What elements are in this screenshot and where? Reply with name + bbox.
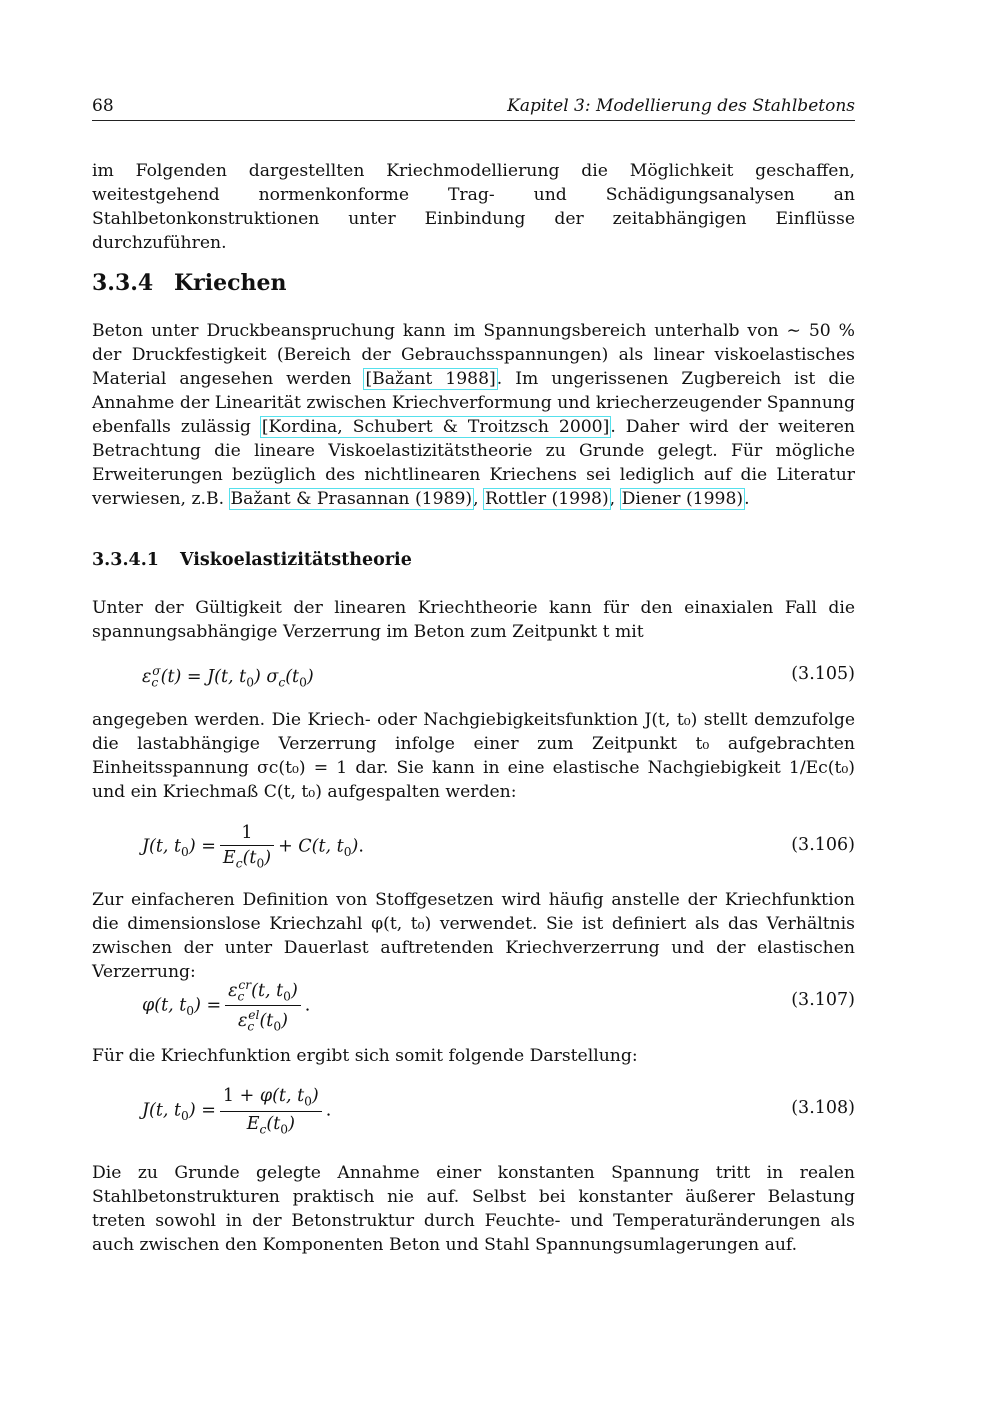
section-title: Kriechen [174, 270, 287, 296]
page-number: 68 [92, 96, 114, 116]
equation-number: (3.105) [791, 664, 855, 684]
equation-body: J(t, $t_0$) = $\frac{1 + \varphi(t, t_0)}{E_c(t_0)}$ . [142, 1086, 332, 1136]
paragraph-after-3-105: angegeben werden. Die Kriech- oder Nachgiebigkeitsfunktion J(t, t₀) stellt demzufolge die lastabhängige Verzerrung infolge einer zum Zeitpunkt t₀ aufgebrachten Einheitsspannung σc(t₀) = 1 dar. Sie kann in eine elastische Nachgiebigkeit 1/Ec(t₀) und ein Kriechmaß C(t, t₀) aufgespalten werden: [92, 710, 855, 802]
running-header [92, 94, 855, 121]
equation-body: $\varepsilon_c^\sigma(t) = J(t$, $t_0$) $\sigma_c(t_0)$ [142, 664, 314, 690]
equation-body: φ(t, $t_0$) = $\frac{\varepsilon_c^{cr}(t, t_0)}{\varepsilon_c^{el}(t_0)}$ . [142, 978, 311, 1034]
final-paragraph: Die zu Grunde gelegte Annahme einer konstanten Spannung tritt in realen Stahlbetonstrukturen praktisch nie auf. Selbst bei konstanter äußerer Belastung treten sowohl in der Betonstruktur durch Feuchte- und Temperaturänderungen als auch zwischen den Komponenten Beton und Stahl Spannungsumlagerungen auf. [92, 1163, 855, 1255]
equation-number: (3.106) [791, 835, 855, 855]
text-run: , [609, 489, 621, 509]
citation-link[interactable]: [Kordina, Schubert & Troitzsch 2000] [261, 417, 610, 437]
section-heading [92, 270, 286, 296]
subsection-heading [92, 550, 412, 570]
paragraph-after-3-107: Für die Kriechfunktion ergibt sich somit folgende Darstellung: [92, 1046, 638, 1066]
equation-body: J(t, $t_0$) = $\frac{1}{E_c(t_0)}$ + C(t, $t_0$). [142, 823, 364, 871]
equation-number: (3.107) [791, 990, 855, 1010]
equation-3-107 [92, 975, 855, 1034]
viskoelast-paragraph: Unter der Gültigkeit der linearen Kriechtheorie kann für den einaxialen Fall die spannungsabhängige Verzerrung im Beton zum Zeitpunkt t mit [92, 598, 855, 642]
text-run: . Im ungerissenen Zugbereich ist die Annahme der Linearität zwischen Kriechverformung und kriecherzeugender Spannung ebenfalls zulässig [92, 369, 855, 437]
subsection-number: 3.3.4.1 [92, 550, 159, 570]
citation-link[interactable]: Rottler (1998) [485, 489, 609, 509]
section-number: 3.3.4 [92, 270, 154, 296]
text-run: . Daher wird der weiteren Betrachtung die lineare Viskoelastizitätstheorie zu Grunde gelegt. Für mögliche Erweiterungen bezüglich des nichtlinearen Kriechens sei lediglich auf die Literatur verwiesen, z.B. [92, 417, 855, 509]
chapter-title: Kapitel 3: Modellierung des Stahlbetons [507, 96, 855, 116]
citation-link[interactable]: Diener (1998) [621, 489, 744, 509]
equation-3-108 [92, 1083, 855, 1139]
intro-paragraph: im Folgenden dargestellten Kriechmodellierung die Möglichkeit geschaffen, weitestgehend normenkonforme Trag- und Schädigungsanalysen an Stahlbetonkonstruktionen unter Einbindung der zeitabhängigen Einflüsse durchzuführen. [92, 161, 855, 253]
text-run: Beton unter Druckbeanspruchung kann im Spannungsbereich unterhalb von ∼ 50 % der Druckfestigkeit (Bereich der Gebrauchsspannungen) als linear viskoelastisches Material angesehen werden [92, 321, 855, 389]
text-run: , [473, 489, 485, 509]
equation-number: (3.108) [791, 1098, 855, 1118]
citation-link[interactable]: Bažant & Prasannan (1989) [230, 489, 473, 509]
equation-3-106 [92, 820, 855, 872]
citation-link[interactable]: [Bažant 1988] [365, 369, 496, 389]
text-run: . [744, 489, 750, 509]
subsection-title: Viskoelastizitätstheorie [180, 550, 412, 570]
paragraph-after-3-106: Zur einfacheren Definition von Stoffgesetzen wird häufig anstelle der Kriechfunktion die dimensionslose Kriechzahl φ(t, t₀) verwendet. Sie ist definiert als das Verhältnis zwischen der unter Dauerlast auftretenden Kriechverzerrung und der elastischen Verzerrung: [92, 890, 855, 982]
kriechen-paragraph [92, 319, 855, 511]
